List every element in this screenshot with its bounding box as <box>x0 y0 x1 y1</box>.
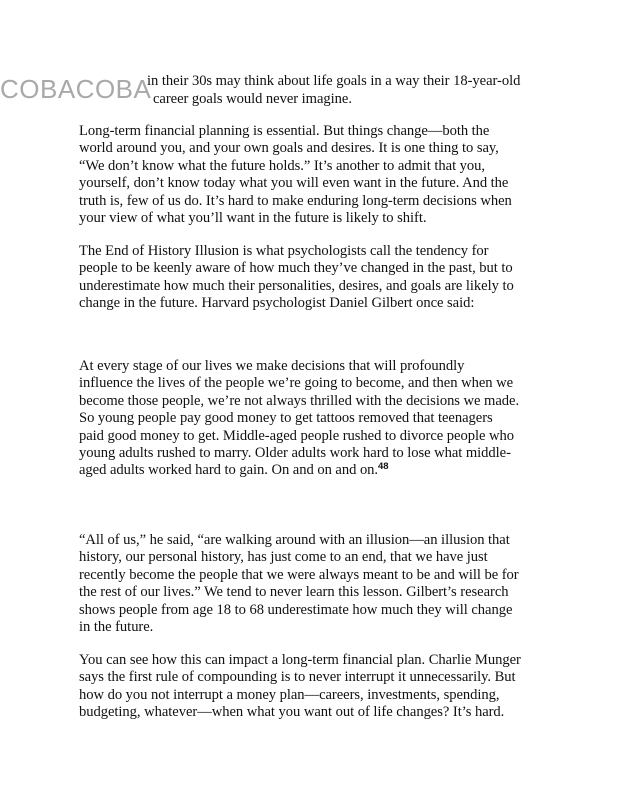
intro-line-2: career goals would never imagine. <box>153 91 352 107</box>
text-line: At every stage of our lives we make decisions that will profoundly <box>79 358 465 374</box>
text-line: The End of History Illusion is what psychologists call the tendency for <box>79 243 489 259</box>
intro-line-1: in their 30s may think about life goals in a way their 18-year-old <box>147 73 521 89</box>
footnote-marker: 48 <box>378 461 389 473</box>
text-line: history, our personal history, has just come to an end, that we have just <box>79 549 488 566</box>
text-line: paid good money to get. Middle-aged people rushed to divorce people who <box>79 427 514 444</box>
text-line: world around you, and your own goals and desires. It is one thing to say, <box>79 140 499 157</box>
text-line: recently become the people that we were always meant to be and will be for <box>79 566 519 583</box>
paragraph-all-of-us <box>79 532 549 636</box>
paragraph-end-of-history <box>79 243 549 313</box>
text-line: the rest of our lives.” We tend to never learn this lesson. Gilbert’s research <box>79 584 509 601</box>
text-line: “We don’t know what the future holds.” It’s another to admit that you, <box>79 157 486 174</box>
text-line: yourself, don’t know today what you will even want in the future. And the <box>79 175 509 192</box>
text-line: influence the lives of the people we’re going to become, and then when we <box>79 375 514 392</box>
text-line: change in the future. Harvard psychologist Daniel Gilbert once said: <box>79 295 475 312</box>
text-line: become those people, we’re not always thrilled with the decisions we made. <box>79 392 520 409</box>
text-line: underestimate how much their personalities, desires, and goals are likely to <box>79 277 514 294</box>
watermark-logo: COBACOBA <box>0 74 152 104</box>
paragraph-munger <box>79 652 549 722</box>
text-line: You can see how this can impact a long-term financial plan. Charlie Munger <box>79 652 521 668</box>
text-line: truth is, few of us do. It’s hard to make enduring long-term decisions when <box>79 192 512 209</box>
text-line: Long-term financial planning is essential. But things change—both the <box>79 123 490 139</box>
text-line: budgeting, whatever—when what you want out of life changes? It’s hard. <box>79 704 505 721</box>
text-line: your view of what you’ll want in the future is likely to shift. <box>79 210 427 227</box>
text-line: people to be keenly aware of how much they’ve changed in the past, but to <box>79 260 513 277</box>
text-line: how do you not interrupt a money plan—careers, investments, spending, <box>79 686 500 703</box>
block-quote-gilbert <box>79 358 549 480</box>
text-line: So young people pay good money to get tattoos removed that teenagers <box>79 410 493 427</box>
text-line-content: aged adults worked hard to gain. On and on and on. <box>79 462 379 479</box>
paragraph-financial-planning <box>79 123 549 227</box>
text-line: young adults rushed to marry. Older adults work hard to lose what middle- <box>79 445 511 462</box>
text-line: in the future. <box>79 619 154 636</box>
text-line: “All of us,” he said, “are walking around with an illusion—an illusion that <box>79 532 510 548</box>
text-line: says the first rule of compounding is to never interrupt it unnecessarily. But <box>79 669 516 686</box>
text-line: shows people from age 18 to 68 underestimate how much they will change <box>79 601 513 618</box>
text-line <box>79 462 549 479</box>
